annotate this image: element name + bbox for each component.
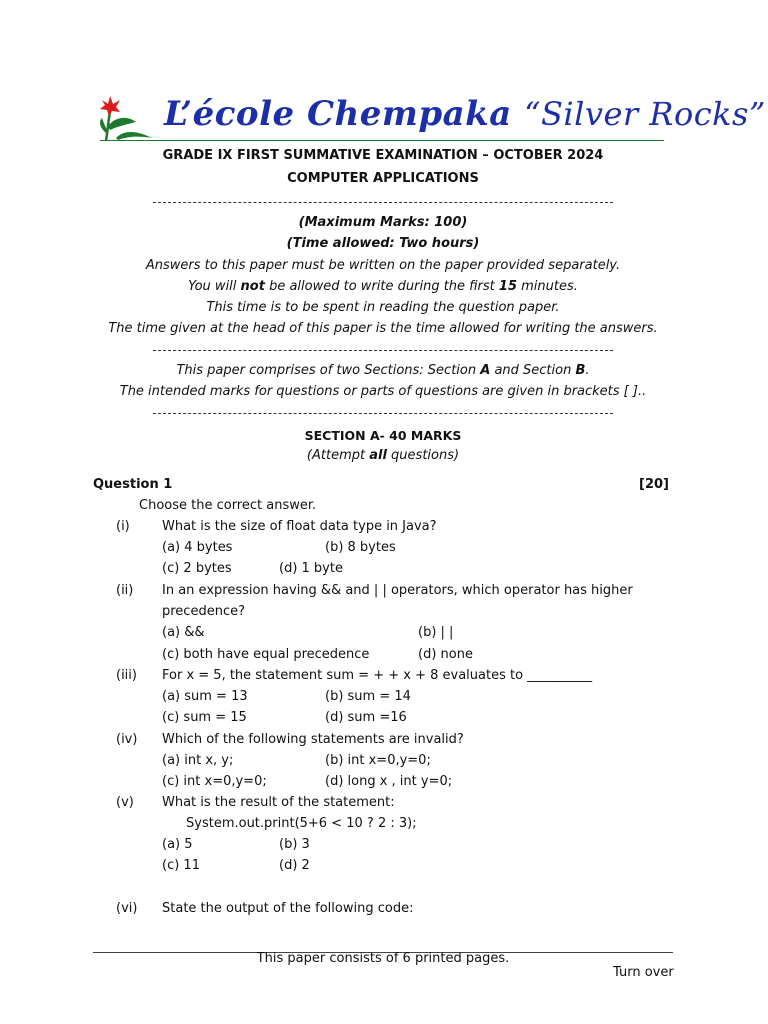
section-title: SECTION A- 40 MARKS <box>304 428 462 443</box>
item-number: (vi) <box>116 901 138 916</box>
instruction-line-2: You will not be allowed to write during the first 15 minutes. <box>188 279 578 294</box>
option-a: (a) 5 <box>162 837 193 852</box>
instruction-line-6: The intended marks for questions or parts of questions are given in brackets [ ].. <box>119 384 647 399</box>
item-number: (ii) <box>116 583 134 598</box>
divider <box>153 350 613 351</box>
exam-title: GRADE IX FIRST SUMMATIVE EXAMINATION – OCTOBER 2024 <box>162 148 604 163</box>
item-text-continued: precedence? <box>162 604 245 619</box>
option-a: (a) sum = 13 <box>162 689 248 704</box>
page-count-note: This paper consists of 6 printed pages. <box>256 951 510 966</box>
item-text: State the output of the following code: <box>162 901 414 916</box>
instruction-line-5: This paper comprises of two Sections: Section A and Section B. <box>176 363 590 378</box>
question-marks: [20] <box>639 477 669 492</box>
option-a: (a) 4 bytes <box>162 540 233 555</box>
item-number: (iv) <box>116 732 138 747</box>
divider <box>153 413 613 414</box>
option-c: (c) int x=0,y=0; <box>162 774 267 789</box>
option-a: (a) int x, y; <box>162 753 234 768</box>
max-marks: (Maximum Marks: 100) <box>298 215 468 230</box>
option-b: (b) int x=0,y=0; <box>325 753 431 768</box>
option-d: (d) long x , int y=0; <box>325 774 453 789</box>
item-text: What is the size of float data type in Java? <box>162 519 437 534</box>
option-d: (d) none <box>418 647 473 662</box>
item-number: (iii) <box>116 668 137 683</box>
subject-title: COMPUTER APPLICATIONS <box>287 171 479 186</box>
school-logo-text: L’école Chempaka “Silver Rocks” <box>164 94 766 134</box>
option-b: (b) 8 bytes <box>325 540 396 555</box>
code-statement: System.out.print(5+6 < 10 ? 2 : 3); <box>186 816 417 831</box>
option-d: (d) sum =16 <box>325 710 407 725</box>
flower-logo-icon <box>96 94 158 142</box>
question-prompt: Choose the correct answer. <box>139 498 317 513</box>
item-text: For x = 5, the statement sum = + + x + 8 evaluates to __________ <box>162 668 593 683</box>
option-c: (c) 11 <box>162 858 200 873</box>
option-d: (d) 1 byte <box>279 561 343 576</box>
option-c: (c) both have equal precedence <box>162 647 370 662</box>
time-allowed: (Time allowed: Two hours) <box>286 236 480 251</box>
option-a: (a) && <box>162 625 205 640</box>
turn-over-note: Turn over <box>613 965 674 980</box>
item-number: (v) <box>116 795 134 810</box>
item-text: Which of the following statements are invalid? <box>162 732 464 747</box>
instruction-line-3: This time is to be spent in reading the question paper. <box>206 300 560 315</box>
section-attempt-note: (Attempt all questions) <box>306 448 460 463</box>
option-b: (b) | | <box>418 625 454 640</box>
option-c: (c) sum = 15 <box>162 710 247 725</box>
option-b: (b) sum = 14 <box>325 689 411 704</box>
divider <box>153 202 613 203</box>
item-number: (i) <box>116 519 130 534</box>
logo-underline <box>100 140 664 141</box>
option-b: (b) 3 <box>279 837 310 852</box>
option-d: (d) 2 <box>279 858 310 873</box>
instruction-line-4: The time given at the head of this paper is the time allowed for writing the answers. <box>108 321 658 336</box>
instruction-line-1: Answers to this paper must be written on the paper provided separately. <box>145 258 621 273</box>
option-c: (c) 2 bytes <box>162 561 232 576</box>
question-label: Question 1 <box>93 477 173 492</box>
item-text: In an expression having && and | | operators, which operator has higher <box>162 583 633 598</box>
item-text: What is the result of the statement: <box>162 795 395 810</box>
